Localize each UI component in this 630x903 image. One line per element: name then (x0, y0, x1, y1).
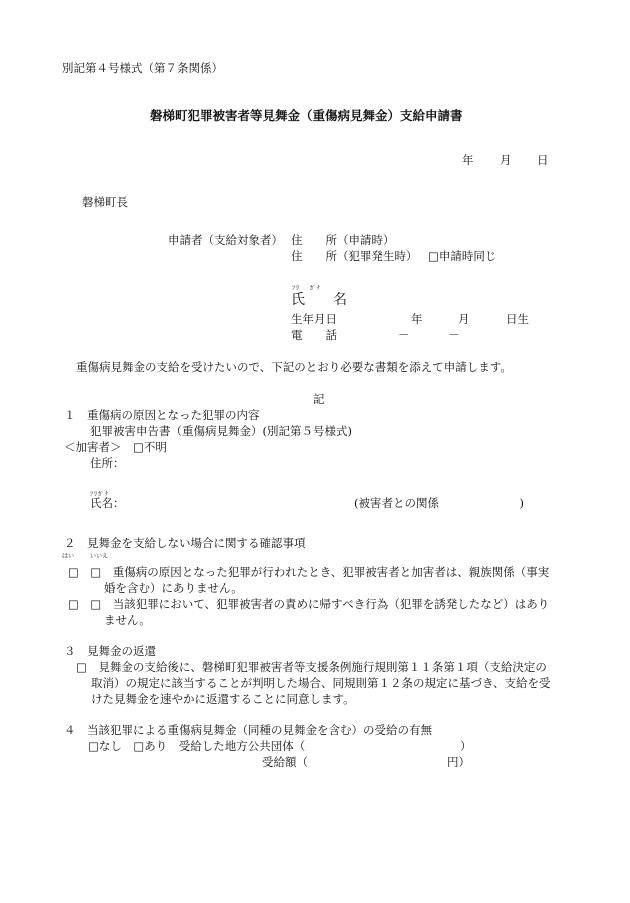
confirm-item2-line1[interactable]: □ □ 当該犯罪において、犯罪被害者の責めに帰すべき行為（犯罪を誘発したなど）はあり (68, 597, 550, 611)
birthdate-label: 生年月日 (291, 312, 337, 326)
intro-text: 重傷病見舞金の支給を受けたいので、下記のとおり必要な書類を添えて申請します。 (76, 360, 512, 374)
section2-heading: ２ 見舞金を支給しない場合に関する確認事項 (64, 536, 306, 550)
confirm-item1-line1[interactable]: □ □ 重傷病の原因となった犯罪が行われたとき、犯罪被害者と加害者は、親族関係（事実 (68, 565, 550, 579)
same-as-application-checkbox[interactable]: □申請時同じ (428, 249, 497, 263)
section3-heading: ３ 見舞金の返還 (64, 644, 156, 658)
confirm-item1-line2: 婚を含む）にありません。 (104, 581, 243, 595)
phone-separator-1: － (398, 328, 410, 342)
confirm-item2-line2: ません。 (104, 613, 151, 627)
birth-year-unit: 年 (411, 312, 423, 326)
relationship-field: (被害者との関係 ) (354, 496, 524, 510)
municipality-close-paren: ） (460, 739, 472, 753)
address-label: 住 所（申請時） (291, 233, 395, 247)
perpetrator-furigana-label: ﾌﾘｶﾞﾅ (90, 491, 110, 498)
refund-consent-line2: 取消）の規定に該当することが判明した場合、同規則第１２条の規定に基づき、支給を受 (91, 676, 551, 690)
date-day: 日 (537, 153, 549, 167)
perpetrator-unknown-checkbox[interactable]: ＜加害者＞ □不明 (64, 440, 167, 454)
page-title: 磐梯町犯罪被害者等見舞金（重傷病見舞金）支給申請書 (150, 108, 463, 123)
date-month: 月 (500, 153, 512, 167)
birth-month-unit: 月 (458, 312, 470, 326)
birth-day-unit: 日生 (506, 312, 529, 326)
perpetrator-name-label: 氏名： (90, 496, 125, 510)
address-at-crime-label: 住 所（犯罪発生時） (291, 249, 418, 263)
form-reference: 別記第４号様式（第７条関係） (62, 61, 223, 75)
amount-unit: 円） (447, 755, 470, 769)
refund-consent-line3: けた見舞金を速やかに返還することに同意します。 (91, 692, 355, 706)
section1-heading: １ 重傷病の原因となった犯罪の内容 (64, 408, 260, 422)
refund-consent-line1[interactable]: □ 見舞金の支給後に、磐梯町犯罪被害者等支援条例施行規則第１１条第１項（支給決定の (76, 660, 547, 674)
name-furigana-label: ﾌﾘ ｶﾞﾅ (292, 285, 321, 292)
column-yes-label: はい (62, 553, 75, 560)
name-label: 氏 名 (291, 292, 347, 308)
section4-heading: ４ 当該犯罪による重傷病見舞金（同種の見舞金を含む）の受給の有無 (64, 723, 432, 737)
receipt-options[interactable]: □なし □あり 受給した地方公共団体（ (88, 739, 306, 753)
ki-heading: 記 (313, 392, 325, 406)
perpetrator-address-label: 住所： (90, 456, 125, 470)
column-no-label: いいえ (90, 553, 109, 560)
date-year: 年 (462, 153, 474, 167)
applicant-label: 申請者（支給対象者） (168, 233, 283, 247)
phone-separator-2: － (448, 328, 460, 342)
addressee: 磐梯町長 (82, 195, 128, 209)
amount-label: 受給額（ (262, 755, 308, 769)
section1-report-form: 犯罪被害申告書（重傷病見舞金）(別記第５号様式) (90, 424, 352, 438)
phone-label: 電 話 (291, 328, 337, 342)
